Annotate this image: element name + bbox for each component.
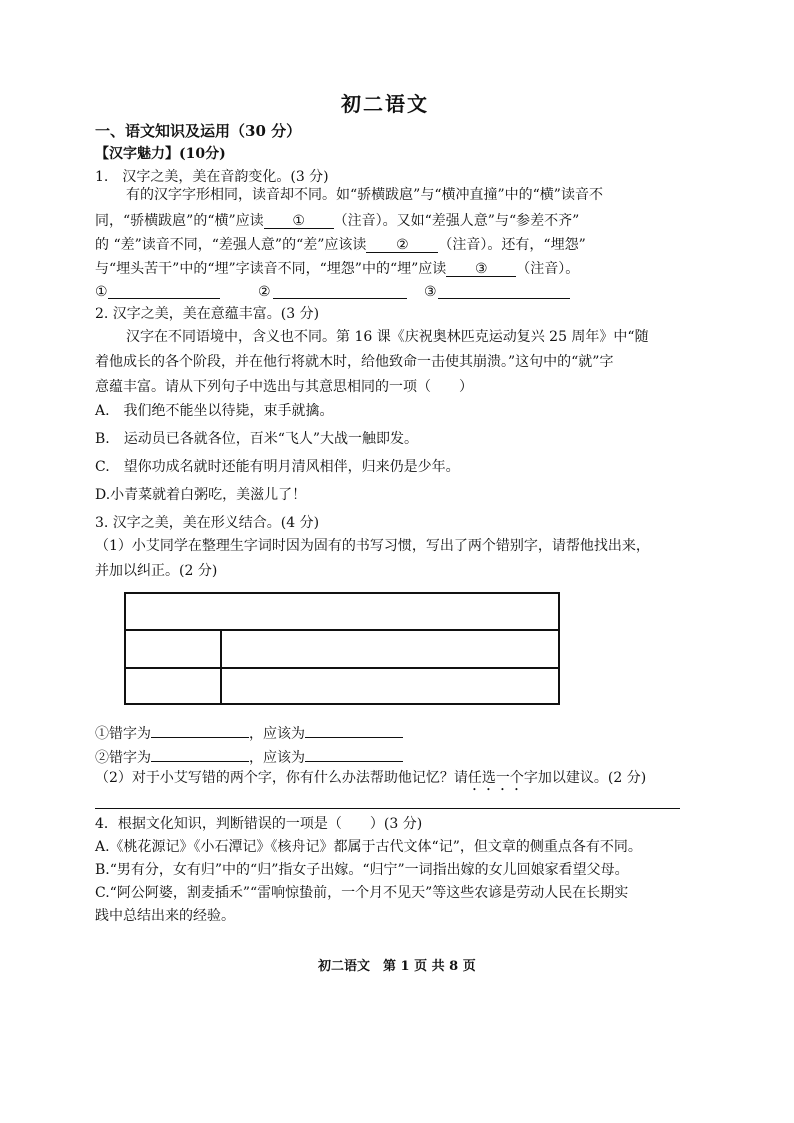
q1-paragraph-line-3 [95,236,586,254]
page-title: 初二语文 [341,92,429,116]
q3-part2-text-a: （2）对于小艾写错的两个字，你有什么办法帮助他记忆？请 [95,770,468,786]
wrong-char-label-2: ②错字为 [95,750,151,766]
q1-line3-text-a: 的 “差”读音不同，“差强人意”的“差”应该读 [95,237,367,253]
q2-paragraph-line-2: 着他成长的各个阶段，并在他行将就木时，给他致命一击使其崩溃。”这句中的“就”字 [95,354,614,370]
correct-char-label-2: ，应该为 [249,750,305,766]
correction-row-2 [95,745,403,767]
q1-line2-text-a: 同，“骄横跋扈”的“横”应读 [95,213,264,229]
q2-paragraph-line-1: 汉字在不同语境中，含义也不同。第 16 课《庆祝奥林匹克运动复兴 25 周年》中“随 [126,329,649,345]
q1-line4-text-a: 与“埋头苦干”中的“埋”字读音不同，“埋怨”中的“埋”应读 [95,261,447,277]
question-1-stem: 1. 汉字之美，美在音韵变化。(3 分) [95,169,329,185]
question-3-stem: 3. 汉字之美，美在形义结合。(4 分) [95,515,320,531]
page-footer: 初二语文 第 1 页 共 8 页 [318,959,476,974]
subsection-heading: 【汉字魅力】(10分) [95,146,226,162]
q2-option-b[interactable]: B. 运动员已各就各位，百米“飞人”大战一触即发。 [95,431,419,447]
q1-line3-text-b: （注音）。还有，“埋怨” [438,237,586,253]
q1-line2-text-b: （注音）。又如“差强人意”与“参差不齐” [333,213,580,229]
q3-part2-text-b: 字加以建议。(2 分) [523,770,647,786]
q1-paragraph-line-1: 有的汉字字形相同，读音却不同。如“骄横跋扈”与“横冲直撞”中的“横”读音不 [126,187,603,203]
wrong-char-input-2[interactable] [151,745,249,762]
answer-label-1: ① [95,284,108,300]
correct-char-label-1: ，应该为 [249,726,305,742]
q4-option-c-line-1[interactable]: C.“阿公阿婆，割麦插禾”“雷响惊蛰前，一个月不见天”等这些农谚是劳动人民在长期实 [95,885,629,901]
q1-paragraph-line-2 [95,212,579,230]
q4-option-b[interactable]: B.“男有分，女有归”中的“归”指女子出嫁。“归宁”一词指出嫁的女儿回娘家看望父母。 [95,862,629,878]
answer-label-3: ③ [424,284,437,300]
blank-2[interactable]: ② [366,236,438,253]
q2-option-c[interactable]: C. 望你功成名就时还能有明月清风相伴，归来仍是少年。 [95,459,460,475]
answer-line-3[interactable] [438,298,570,299]
q3-answer-line[interactable] [95,808,680,809]
correct-char-input-1[interactable] [305,721,403,738]
question-4-stem: 4．根据文化知识，判断错误的一项是（ ）(3 分) [95,816,423,832]
q1-paragraph-line-4 [95,260,579,278]
q2-paragraph-line-3: 意蕴丰富。请从下列句子中选出与其意思相同的一项（ ） [95,379,473,395]
question-2-stem: 2. 汉字之美，美在意蕴丰富。(3 分) [95,306,320,322]
q2-option-d[interactable]: D.小青菜就着白粥吃，美滋儿了！ [95,487,307,503]
answer-line-2[interactable] [273,298,407,299]
q1-line4-text-b: （注音）。 [516,261,580,277]
wrong-char-label-1: ①错字为 [95,726,151,742]
q2-option-a[interactable]: A. 我们绝不能坐以待毙，束手就擒。 [95,403,334,419]
blank-3[interactable]: ③ [446,260,516,277]
correction-row-1 [95,721,403,743]
table-row-divider-1 [124,629,560,631]
correct-char-input-2[interactable] [305,745,403,762]
q4-option-c-line-2: 践中总结出来的经验。 [95,908,235,924]
table-row-divider-2 [124,667,560,669]
answer-line-1[interactable] [108,298,220,299]
q3-part1-line-2: 并加以纠正。(2 分) [95,563,218,579]
q3-part2 [95,769,646,794]
q3-part1-line-1: （1）小艾同学在整理生字词时因为固有的书写习惯，写出了两个错别字，请帮他找出来， [95,538,650,554]
wrong-char-input-1[interactable] [151,721,249,738]
table-column-divider [220,629,222,705]
q3-part2-emphasis: 任选一个 [467,770,524,786]
section-heading: 一、语文知识及运用（30 分） [95,122,302,140]
blank-1[interactable]: ① [264,212,334,229]
q4-option-a[interactable]: A.《桃花源记》《小石潭记》《核舟记》都属于古代文体“记”，但文章的侧重点各有不同。 [95,839,642,855]
answer-label-2: ② [258,284,271,300]
vocabulary-table [124,592,560,705]
